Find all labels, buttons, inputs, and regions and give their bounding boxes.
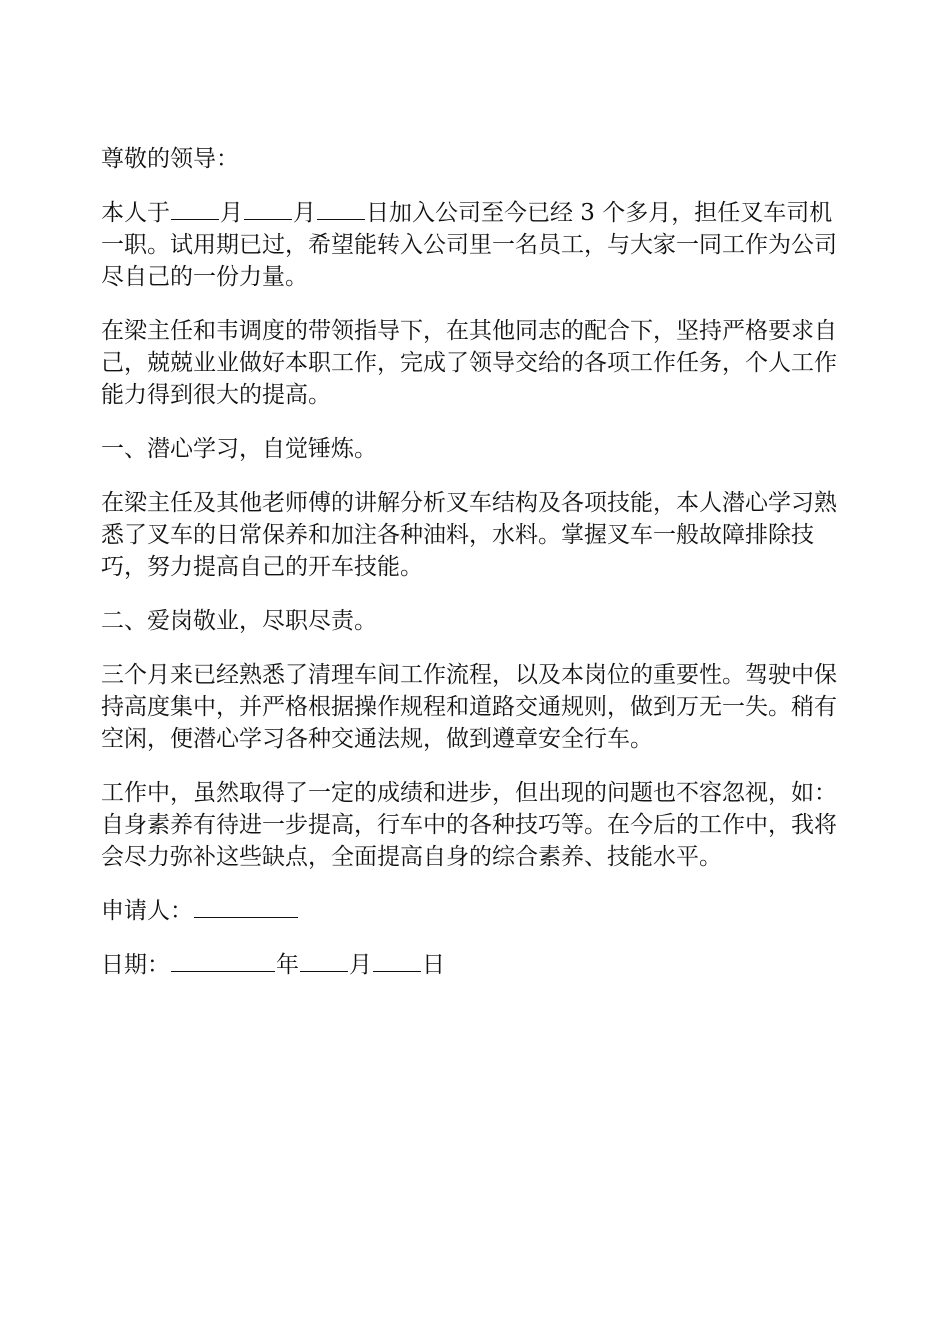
date-month-blank[interactable] bbox=[300, 949, 348, 972]
date-day-blank[interactable] bbox=[373, 949, 421, 972]
date-day-label: 日 bbox=[422, 952, 445, 978]
section-1-body: 在梁主任及其他老师傅的讲解分析叉车结构及各项技能，本人潜心学习熟悉了叉车的日常保养和加注各种油料，水料。掌握叉车一般故障排除技巧，努力提高自己的开车技能。 bbox=[101, 490, 837, 580]
month-blank[interactable] bbox=[244, 197, 292, 220]
section-2-body: 三个月来已经熟悉了清理车间工作流程，以及本岗位的重要性。驾驶中保持高度集中，并严格根据操作规程和道路交通规则，做到万无一失。稍有空闲，便潜心学习各种交通法规，做到遵章安全行车。 bbox=[101, 662, 837, 752]
date-year-label: 年 bbox=[276, 952, 299, 978]
day-blank[interactable] bbox=[317, 197, 365, 220]
date-line bbox=[101, 949, 853, 981]
intro-text-end: 日加入公司至今已经 3 个多月，担任叉车司机一职。试用期已过，希望能转入公司里一名员工，与大家一同工作为公司尽自己的一份力量。 bbox=[101, 200, 837, 290]
date-label: 日期： bbox=[101, 952, 170, 978]
letter-page bbox=[101, 143, 853, 1003]
salutation: 尊敬的领导： bbox=[101, 146, 239, 172]
date-year-blank[interactable] bbox=[171, 949, 275, 972]
intro-text-start: 本人于 bbox=[101, 200, 170, 226]
intro-paragraph bbox=[101, 197, 853, 293]
intro-month-label-2: 月 bbox=[293, 200, 316, 226]
intro-month-label-1: 月 bbox=[220, 200, 243, 226]
section-1-heading: 一、潜心学习，自觉锤炼。 bbox=[101, 436, 377, 462]
closing-paragraph: 工作中，虽然取得了一定的成绩和进步，但出现的问题也不容忽视，如：自身素养有待进一步提高，行车中的各种技巧等。在今后的工作中，我将会尽力弥补这些缺点，全面提高自身的综合素养、技能水平。 bbox=[101, 780, 837, 870]
date-month-label: 月 bbox=[349, 952, 372, 978]
year-blank[interactable] bbox=[171, 197, 219, 220]
applicant-label: 申请人： bbox=[101, 898, 193, 924]
body-paragraph-2: 在梁主任和韦调度的带领指导下，在其他同志的配合下，坚持严格要求自己，兢兢业业做好本职工作，完成了领导交给的各项工作任务，个人工作能力得到很大的提高。 bbox=[101, 318, 837, 408]
applicant-line bbox=[101, 895, 853, 927]
section-2-heading: 二、爱岗敬业，尽职尽责。 bbox=[101, 608, 377, 634]
applicant-blank[interactable] bbox=[194, 895, 298, 918]
